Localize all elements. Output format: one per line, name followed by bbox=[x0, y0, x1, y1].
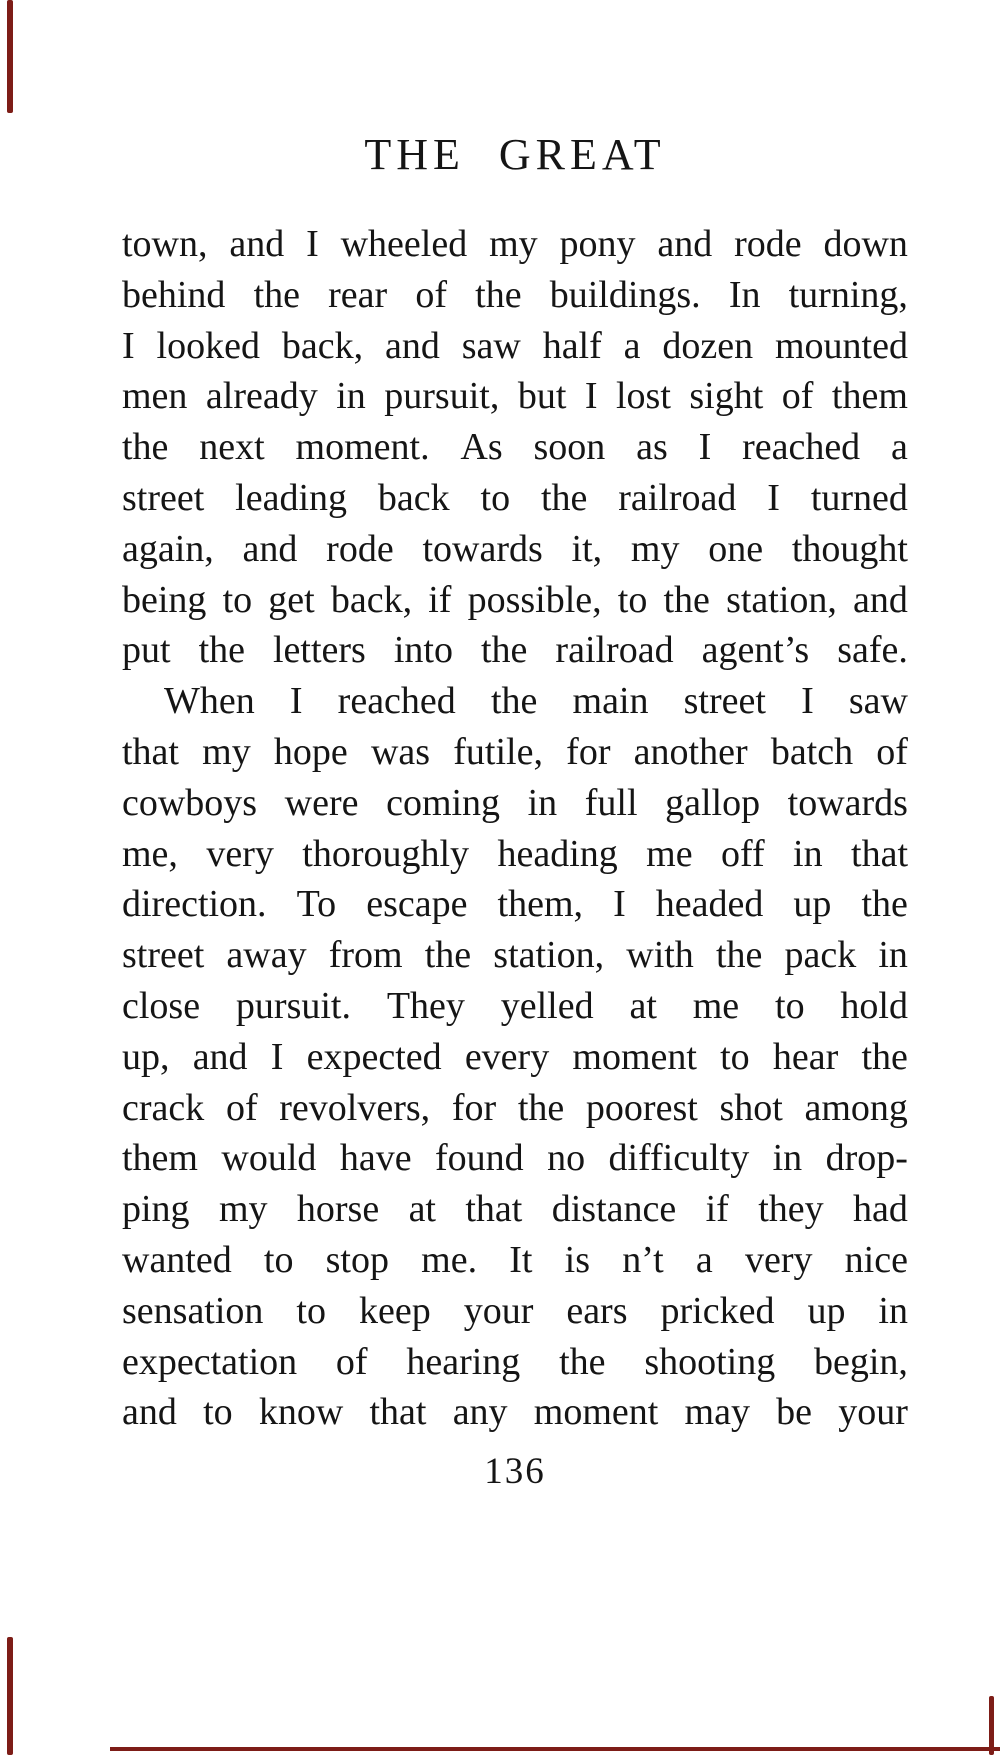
text-line: direction. To escape them, I headed up the bbox=[122, 883, 908, 926]
text-line: them would have found no difficulty in drop- bbox=[122, 1137, 908, 1180]
scan-edge-mark-bottom-left bbox=[7, 1637, 13, 1755]
text-line: cowboys were coming in full gallop towards bbox=[122, 781, 908, 824]
text-line: town, and I wheeled my pony and rode down bbox=[122, 223, 908, 265]
text-line: close pursuit. They yelled at me to hold bbox=[122, 984, 908, 1027]
text-line: me, very thoroughly heading me off in that bbox=[122, 832, 908, 875]
text-line: and to know that any moment may be your bbox=[122, 1391, 908, 1434]
text-line: put the letters into the railroad agent’s safe. bbox=[122, 629, 908, 672]
text-line: ping my horse at that distance if they had bbox=[122, 1188, 908, 1231]
text-line: up, and I expected every moment to hear the bbox=[122, 1035, 908, 1078]
text-line: When I reached the main street I saw bbox=[164, 680, 908, 723]
text-line: expectation of hearing the shooting begin, bbox=[122, 1340, 908, 1383]
text-line: being to get back, if possible, to the station, and bbox=[122, 578, 908, 621]
text-line: street away from the station, with the pack in bbox=[122, 934, 908, 977]
text-line: I looked back, and saw half a dozen mounted bbox=[122, 324, 908, 367]
text-line: again, and rode towards it, my one thought bbox=[122, 527, 908, 570]
text-line: street leading back to the railroad I turned bbox=[122, 476, 908, 519]
page-number: 136 bbox=[484, 1451, 546, 1492]
text-line: wanted to stop me. It is n’t a very nice bbox=[122, 1238, 908, 1281]
running-head: THE GREAT bbox=[364, 130, 666, 179]
text-block bbox=[122, 219, 908, 1438]
text-line: the next moment. As soon as I reached a bbox=[122, 426, 908, 469]
text-line: men already in pursuit, but I lost sight of them bbox=[122, 375, 908, 418]
scan-edge-mark-bottom bbox=[110, 1747, 1000, 1751]
scan-edge-mark-top-left bbox=[7, 0, 13, 113]
text-line: that my hope was futile, for another batch of bbox=[122, 730, 908, 773]
text-line: behind the rear of the buildings. In turning, bbox=[122, 273, 908, 316]
text-line: sensation to keep your ears pricked up in bbox=[122, 1289, 908, 1332]
scan-edge-mark-bottom-right bbox=[989, 1696, 994, 1755]
text-line: crack of revolvers, for the poorest shot among bbox=[122, 1086, 908, 1129]
